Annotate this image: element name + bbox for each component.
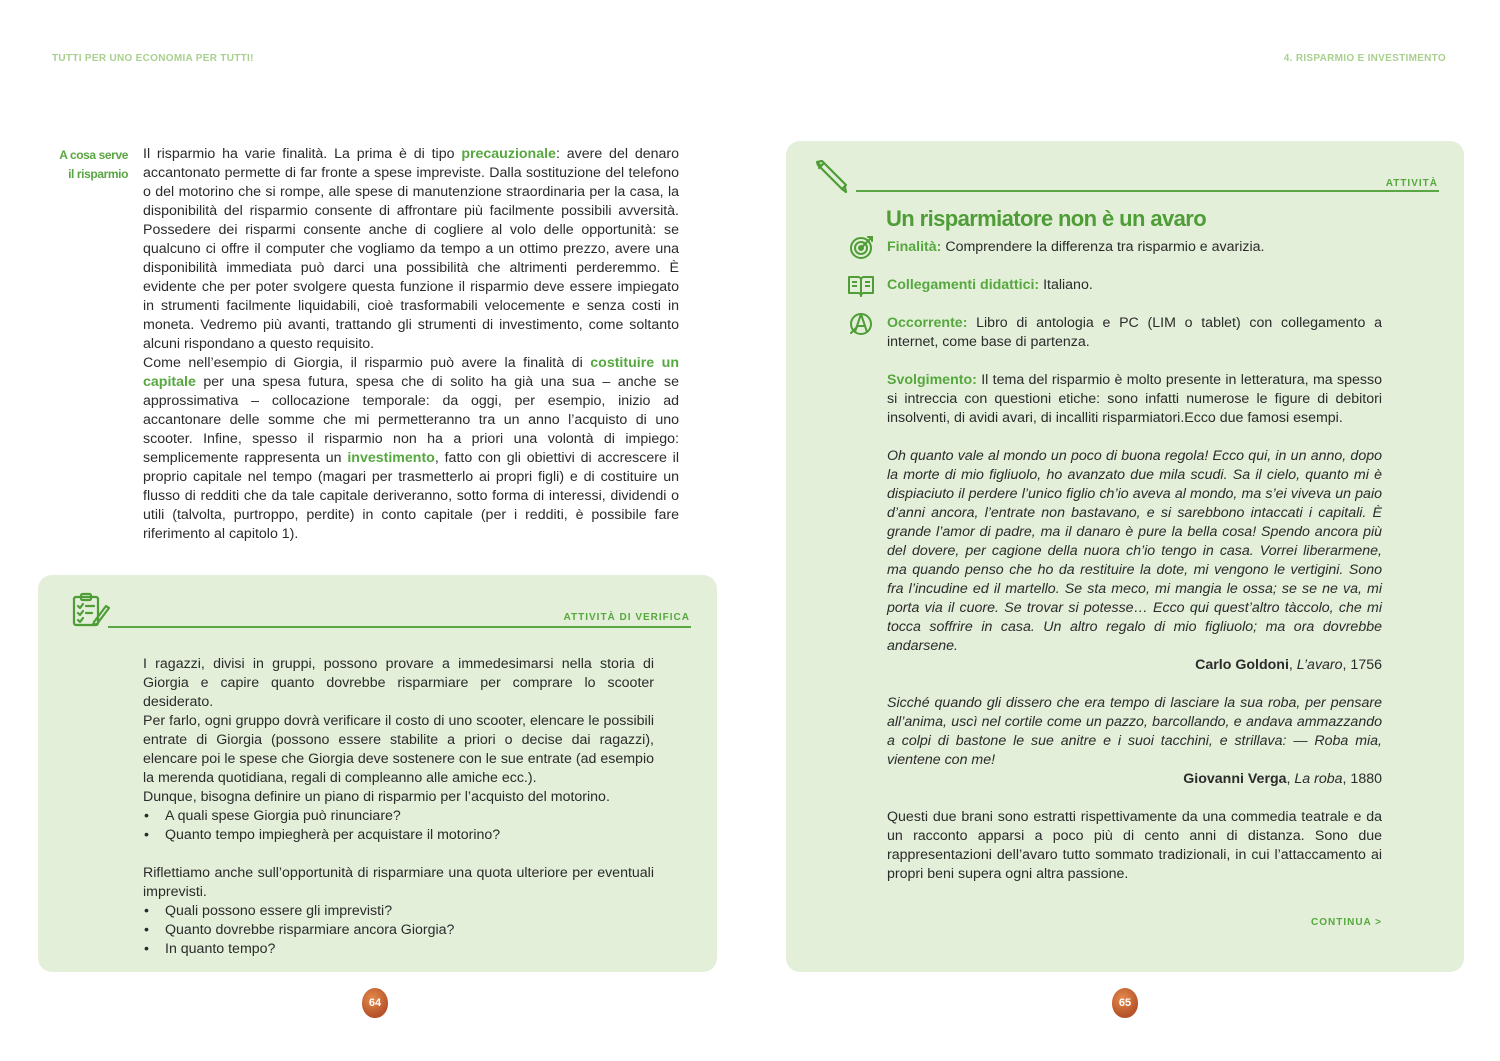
book-icon [847, 273, 875, 299]
list-item: • Quanto tempo impiegherà per acquistare il motorino? [143, 826, 654, 845]
collegamenti-row [887, 276, 1382, 295]
running-head-right: 4. RISPARMIO E INVESTIMENTO [1283, 53, 1446, 64]
author-name: Giovanni Verga [1183, 771, 1287, 787]
spacer [887, 675, 1382, 694]
continua-link[interactable]: CONTINUA > [1311, 917, 1383, 928]
verifica-paragraph-2: Per farlo, ogni gruppo dovrà verificare il costo di uno scooter, elencare le possibili entrate di Giorgia (possono essere stabilite a priori o decise dai ragazzi), elencare poi le spese che Giorgia deve sostenere con le sue entrate (ad esempio la merenda quotidiana, regali di compleanno alle amiche ecc.). [143, 713, 654, 786]
occorrente-label: Occorrente: [887, 315, 968, 331]
spacer [143, 845, 654, 864]
checklist-icon [70, 592, 110, 628]
verifica-tag: ATTIVITÀ DI VERIFICA [563, 612, 690, 623]
side-label [50, 146, 128, 184]
main-paragraph-1 [143, 145, 679, 354]
work-title: La roba [1294, 771, 1343, 787]
finalita-text: Comprendere la differenza tra risparmio e avarizia. [941, 239, 1265, 255]
list-item: • In quanto tempo? [143, 940, 654, 959]
spacer [887, 789, 1382, 808]
text-run: Il risparmio ha varie finalità. La prima è di tipo [143, 146, 462, 162]
target-icon [848, 235, 874, 261]
activity-title: Un risparmiatore non è un avaro [886, 206, 1207, 231]
occorrente-text: Libro di antologia e PC (LIM o tablet) con collegamento a internet, come base di partenza. [887, 315, 1382, 350]
text-run: , fatto con gli obiettivi di accrescere il proprio capitale nel tempo (magari per trasmetterlo ai propri figli) e di costituire un flusso di redditi che da tale capitale deriveranno, sotto forma di interessi, dividendi o utili (talvolta, purtroppo, perdite) in conto capitale (per i redditi, è possibile fare riferimento al capitolo 1). [143, 450, 679, 542]
quote-verga: Sicché quando gli dissero che era tempo di lasciare la sua roba, per pensare all’anima, uscì nel cortile come un pazzo, barcollando, e andava ammazzando a colpi di bastone le sue anitre e i suoi tacchini, e strillava: — Roba mia, vientene con me! [887, 695, 1382, 768]
verifica-list-2 [143, 902, 654, 959]
occorrente-row [887, 314, 1382, 352]
attribution-verga: Giovanni Verga, La roba, 1880 [1183, 771, 1382, 787]
author-name: Carlo Goldoni [1195, 657, 1289, 673]
list-item: • Quali possono essere gli imprevisti? [143, 902, 654, 921]
main-text [143, 145, 679, 544]
finalita-label: Finalità: [887, 239, 942, 255]
work-year: , 1756 [1342, 657, 1382, 673]
page-number-right: 65 [1112, 988, 1138, 1018]
keyword-costituire-capitale: costituire un capitale [143, 355, 679, 390]
pencil-icon [813, 158, 849, 194]
text-run: : avere del denaro accantonato permette di far fronte a spese impreviste. Dalla sostituzione del telefono o del motorino che si rompe, alle spese di manutenzione straordinaria per la casa, la disponibilità del risparmio consente di affrontare più facilmente possibili avversità. Possedere dei risparmi consente anche di cogliere al volo delle opportunità: se qualcuno ci offre il computer che vogliamo da tempo a un ottimo prezzo, avere una disponibilità immediata può darci una possibilità che altrimenti perderemmo. È evidente che per poter svolgere questa funzione il risparmio deve essere impiegato in strumenti facilmente liquidabili, cioè trasformabili velocemente e senza costi in moneta. Vedremo più avanti, trattando gli strumenti di investimento, come soltanto alcuni rispondano a questo requisito. [143, 146, 679, 352]
tools-icon [848, 311, 874, 337]
quote-goldoni: Oh quanto vale al mondo un poco di buona regola! Ecco qui, in un anno, dopo la morte di mio figliuolo, ho avanzato due mila scudi. Sa il cielo, quanto mi è dispiaciuto il perdere l’unico figlio ch’io aveva al mondo, ma s’ei viveva un paio d’anni ancora, l’entrate non bastavano, e si sarebbono intaccati i capitali. È grande l’amor di padre, ma il danaro è pure la bella cosa! Spendo ancora più del dovere, per cagione della nuora ch’io tengo in casa. Vorrei liberarmene, ma quando penso che ho da restituire la dote, mi vengono le vertigini. Sono fra l’incudine ed il martello. Se sta meco, mi mangia le ossa; se se ne va, mi porta via il cuore. Se trovar si potesse… Ecco qui quest’altro tàccolo, che mi tocca soffrire in casa. Un altro regalo di mio figliuolo; ma ora dovrebbe andarsene. [887, 448, 1382, 654]
svolgimento-text: Il tema del risparmio è molto presente in letteratura, ma spesso si intreccia con questioni etiche: sono infatti numerose le figure di debitori insolventi, di avidi avari, di incalliti risparmiatori.Ecco due famosi esempi. [887, 372, 1382, 426]
side-label-line1: A cosa serve [59, 148, 128, 162]
text-run: per una spesa futura, spesa che di solito ha già una sua – anche se approssimativa – collocazione temporale: da oggi, per esempio, inizio ad accantonare delle somme che mi permetteranno tra un anno l’acquisto di uno scooter. Infine, spesso il risparmio non ha a priori una volontà di impiego: semplicemente rappresenta un [143, 374, 679, 466]
list-item: • Quanto dovrebbe risparmiare ancora Giorgia? [143, 921, 654, 940]
text-run: Come nell’esempio di Giorgia, il risparmio può avere la finalità di [143, 355, 591, 371]
collegamenti-text: Italiano. [1039, 277, 1093, 293]
verifica-paragraph-3: Dunque, bisogna definire un piano di risparmio per l’acquisto del motorino. [143, 789, 610, 805]
verifica-paragraph-4: Riflettiamo anche sull’opportunità di risparmiare una quota ulteriore per eventuali imprevisti. [143, 865, 654, 900]
spacer [887, 257, 1382, 276]
collegamenti-label: Collegamenti didattici: [887, 277, 1040, 293]
work-year: , 1880 [1342, 771, 1382, 787]
keyword-precauzionale: precauzionale [461, 146, 556, 162]
main-paragraph-2 [143, 354, 679, 544]
spacer [887, 352, 1382, 371]
list-item: • A quali spese Giorgia può rinunciare? [143, 807, 654, 826]
verifica-rule [108, 626, 691, 628]
attivita-rule [856, 190, 1439, 192]
attivita-tag: ATTIVITÀ [1385, 178, 1438, 189]
attribution-goldoni: Carlo Goldoni, L’avaro, 1756 [1195, 657, 1382, 673]
verifica-list-1 [143, 807, 654, 845]
spacer [887, 295, 1382, 314]
verifica-paragraph-1: I ragazzi, divisi in gruppi, possono provare a immedesimarsi nella storia di Giorgia e capire quanto dovrebbe risparmiare per comprare lo scooter desiderato. [143, 656, 654, 710]
keyword-investimento: investimento [347, 450, 435, 466]
running-head-left: TUTTI PER UNO ECONOMIA PER TUTTI! [52, 53, 254, 64]
spacer [887, 428, 1382, 447]
page-number-left: 64 [362, 988, 388, 1018]
work-title: L’avaro [1296, 657, 1343, 673]
closing-paragraph: Questi due brani sono estratti rispettivamente da una commedia teatrale e da un racconto apparsi a poco più di cento anni di distanza. Sono due rappresentazioni dell’avaro tutto sommato tradizionali, in cui l’attaccamento ai propri beni supera ogni altra passione. [887, 809, 1382, 882]
finalita-row [887, 238, 1382, 257]
svolgimento-row [887, 371, 1382, 428]
verifica-text [143, 655, 654, 959]
side-label-line2: il risparmio [68, 167, 128, 181]
activity-content [887, 238, 1382, 884]
svolgimento-label: Svolgimento: [887, 372, 977, 388]
